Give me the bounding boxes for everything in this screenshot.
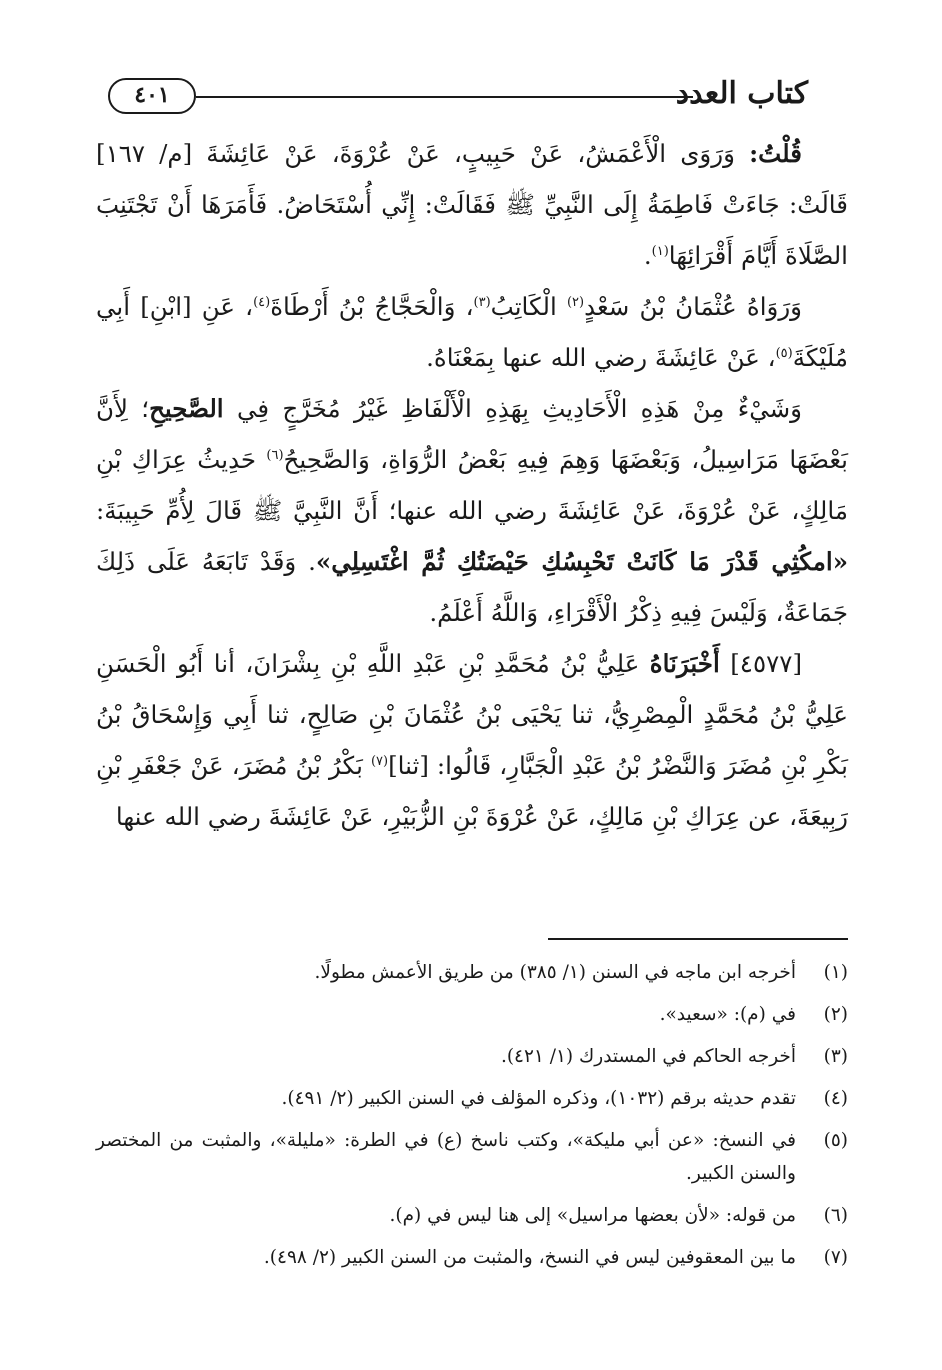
footnote-ref-2[interactable]: (٢) — [566, 294, 585, 310]
footnote-text: تقدم حديثه برقم (١٠٣٢)، وذكره المؤلف في السنن الكبير (٢/ ٤٩١). — [281, 1088, 796, 1109]
footnote — [96, 956, 848, 989]
paragraph-2-part-a: وَرَوَاهُ عُثْمَانُ بْنُ سَعْدٍ — [584, 292, 802, 321]
footnote-number: (٧) — [823, 1247, 848, 1268]
paragraph-1-text: وَرَوَى الْأَعْمَشُ، عَنْ حَبِيبٍ، عَنْ عُرْوَةَ، عَنْ عَائِشَةَ [م/ ١٦٧] قَالَتْ: جَاءَتْ فَاطِمَةُ إِلَى النَّبِيِّ ﷺ فَقَالَتْ: إِنِّي أُسْتَحَاضُ. فَأَمَرَهَا أَنْ تَجْتَنِبَ الصَّلَاةَ أَيَّامَ أَقْرَائِهَا — [96, 139, 848, 270]
paragraph-4 — [96, 638, 848, 842]
paragraph-4-part-a: عَلِيُّ بْنُ مُحَمَّدِ بْنِ عَبْدِ اللَّهِ بْنِ بِشْرَانَ، أنا أَبُو الْحَسَنِ عَلِيُّ بْنُ مُحَمَّدٍ الْمِصْرِيُّ، ثنا يَحْيَى بْنُ عُثْمَانَ بْنِ صَالِحٍ، ثنا أَبِي وَإِسْحَاقُ بْنُ بَكْرِ بْنِ مُضَرَ وَالنَّضْرُ بْنُ عَبْدِ الْجَبَّارِ، قَالُوا: [ثنا] — [96, 649, 848, 780]
footnote-number: (٤) — [823, 1088, 848, 1109]
paragraph-3-part-b: ؛ لِأَنَّ بَعْضَهَا مَرَاسِيلُ، وَبَعْضَهَا وَهِمَ فِيهِ بَعْضُ الرُّوَاةِ، وَالصَّحِيحُ — [96, 394, 848, 474]
paragraph-4-part-b: بَكْرُ بْنُ مُضَرَ، عَنْ جَعْفَرِ بْنِ رَبِيعَةَ، عن عِرَاكِ بْنِ مَالِكٍ، عَنْ عُرْوَةَ بْنِ الزُّبَيْرِ، عَنْ عَائِشَةَ رضي الله عنها — [96, 751, 848, 831]
footnote-number: (١) — [823, 962, 848, 983]
paragraph-1 — [96, 128, 848, 281]
paragraph-3-part-a: وَشَيْءٌ مِنْ هَذِهِ الْأَحَادِيثِ بِهَذِهِ الْأَلْفَاظِ غَيْرُ مُخَرَّجٍ فِي — [223, 394, 803, 423]
footnote — [96, 1241, 848, 1274]
sahih-term: الصَّحِيحِ — [149, 394, 224, 423]
footnote-ref-4[interactable]: (٤) — [253, 294, 271, 310]
footnote-ref-6[interactable]: (٦) — [266, 447, 284, 463]
footnote-text: من قوله: «لأن بعضها مراسيل» إلى هنا ليس في (م). — [389, 1205, 796, 1226]
footnote-number: (٥) — [823, 1130, 848, 1151]
footnote-text: أخرجه الحاكم في المستدرك (١/ ٤٢١). — [500, 1046, 796, 1067]
footnote-ref-5[interactable]: (٥) — [775, 345, 793, 361]
footnote-separator — [548, 938, 848, 940]
main-text — [96, 128, 848, 842]
footnote-text: ما بين المعقوفين ليس في النسخ، والمثبت من السنن الكبير (٢/ ٤٩٨). — [263, 1247, 796, 1268]
footnote-ref-3[interactable]: (٣) — [473, 294, 491, 310]
page-header — [108, 72, 808, 122]
footnote — [96, 1082, 848, 1115]
page-number: ٤٠١ — [108, 78, 196, 114]
footnotes — [96, 956, 848, 1283]
footnote-number: (٣) — [823, 1046, 848, 1067]
footnote-number: (٦) — [823, 1205, 848, 1226]
book-title: كتاب العدد — [675, 76, 808, 111]
hadith-number: [٤٥٧٧] — [730, 649, 802, 678]
footnote — [96, 1199, 848, 1232]
paragraph-2-part-e: ، عَنْ عَائِشَةَ رضي الله عنها بِمَعْنَاهُ. — [426, 343, 776, 372]
paragraph-2-part-d: ، عَنِ [ابْنِ] أَبِي مُلَيْكَةَ — [96, 292, 848, 372]
footnote — [96, 1124, 848, 1190]
akhbarana-label: أَخْبَرَنَاهُ — [649, 649, 720, 678]
footnote-number: (٢) — [823, 1004, 848, 1025]
hadith-quote: «امكُثِي قَدْرَ مَا كَانَتْ تَحْبِسُكِ حَيْضَتُكِ ثُمَّ اغْتَسِلِي» — [315, 547, 849, 576]
footnote-text: في النسخ: «عن أبي مليكة»، وكتب ناسخ (ع) في الطرة: «مليلة»، والمثبت من المختصر والسنن الكبير. — [96, 1130, 796, 1184]
paragraph-3-part-c: حَدِيثُ عِرَاكِ بْنِ مَالِكٍ، عَنْ عُرْوَةَ، عَنْ عَائِشَةَ رضي الله عنها؛ أَنَّ النَّبِيَّ ﷺ قَالَ لِأُمِّ حَبِيبَةَ: — [96, 445, 848, 525]
footnote-text: في (م): «سعيد». — [659, 1004, 796, 1025]
paragraph-2-part-b: الْكَاتِبُ — [490, 292, 567, 321]
header-rule — [196, 96, 693, 98]
footnote-ref-7[interactable]: (٧) — [370, 753, 389, 769]
footnote-text: أخرجه ابن ماجه في السنن (١/ ٣٨٥) من طريق الأعمش مطولًا. — [314, 962, 796, 983]
qultu-label: قُلْتُ: — [749, 139, 802, 168]
paragraph-1-end: . — [643, 241, 652, 270]
footnote-ref-1[interactable]: (١) — [651, 243, 669, 259]
paragraph-2 — [96, 281, 848, 383]
footnote — [96, 998, 848, 1031]
paragraph-3 — [96, 383, 848, 638]
paragraph-3-part-d: . وَقَدْ تَابَعَهُ عَلَى ذَلِكَ جَمَاعَةٌ، وَلَيْسَ فِيهِ ذِكْرُ الْأَقْرَاءِ، وَاللَّهُ أَعْلَمُ. — [96, 547, 848, 627]
footnote — [96, 1040, 848, 1073]
paragraph-2-part-c: ، وَالْحَجَّاجُ بْنُ أَرْطَاةَ — [270, 292, 474, 321]
